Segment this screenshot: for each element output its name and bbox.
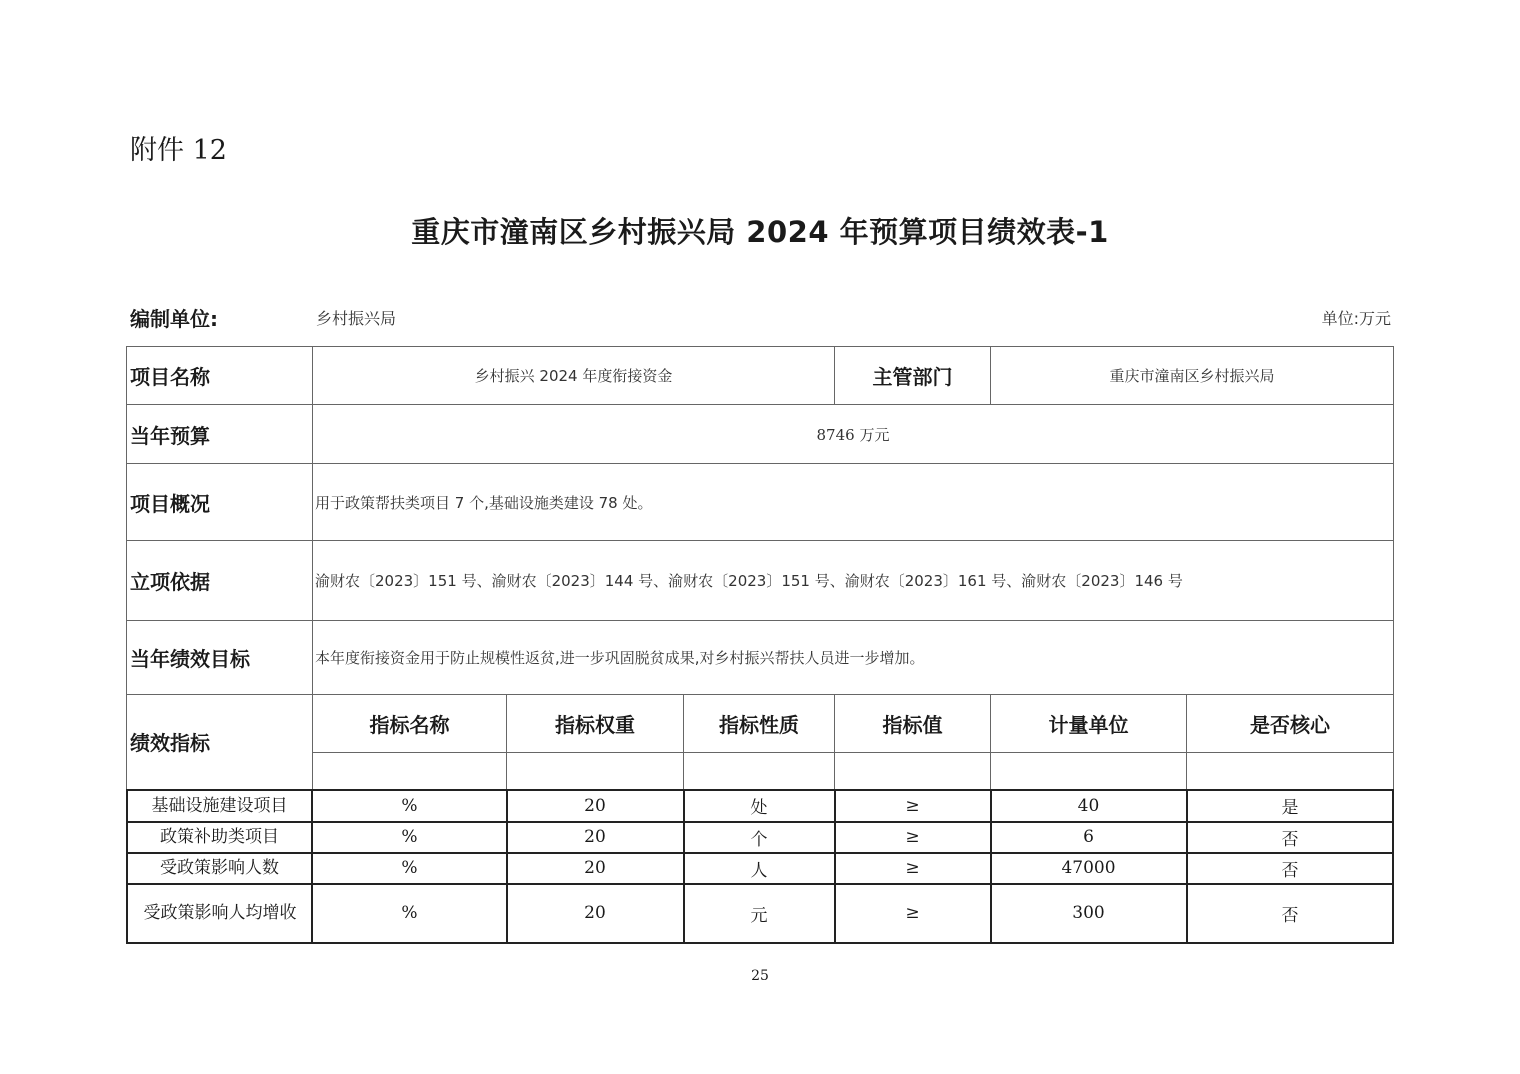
indicator-name: 受政策影响人均增收 (143, 903, 297, 923)
indicator-cell: % (401, 858, 418, 878)
indicator-cell: 6 (1083, 827, 1094, 847)
goal-value: 本年度衔接资金用于防止规模性返贫,进一步巩固脱贫成果,对乡村振兴帮扶人员进一步增加。 (315, 649, 925, 667)
org-value: 乡村振兴局 (316, 309, 397, 328)
grid-line (990, 694, 991, 790)
grid-line (834, 789, 836, 944)
attachment-label: 附件 12 (130, 135, 227, 166)
grid-line (126, 463, 1394, 464)
header-measure-unit: 计量单位 (1048, 713, 1129, 737)
page-number: 25 (751, 968, 769, 984)
header-indicator-nature: 指标性质 (719, 713, 799, 737)
indicator-cell: 20 (584, 903, 606, 923)
indicator-cell: 20 (584, 795, 606, 816)
indicator-cell: % (401, 903, 418, 923)
grid-line (126, 540, 1394, 541)
grid-line (126, 346, 1394, 347)
grid-line (126, 346, 127, 790)
budget-value: 8746 万元 (816, 425, 890, 444)
indicator-name: 政策补助类项目 (160, 827, 279, 847)
header-indicator-name: 指标名称 (369, 713, 450, 737)
org-label: 编制单位: (130, 307, 218, 331)
indicator-cell: 300 (1072, 903, 1105, 923)
header-indicator-weight: 指标权重 (555, 713, 635, 737)
indicator-cell: 元 (750, 905, 768, 926)
grid-line (126, 883, 1394, 885)
indicator-cell: ≥ (905, 903, 920, 923)
basis-value: 渝财农〔2023〕151 号、渝财农〔2023〕144 号、渝财农〔2023〕151 号、渝财农〔2023〕161 号、渝财农〔2023〕146 号 (315, 572, 1183, 590)
grid-line (1186, 694, 1187, 790)
grid-line (126, 404, 1394, 405)
indicator-cell: ≥ (905, 827, 920, 847)
grid-line (990, 346, 991, 405)
grid-line (126, 821, 1394, 823)
overview-value: 用于政策帮扶类项目 7 个,基础设施类建设 78 处。 (315, 493, 653, 512)
project-name-label: 项目名称 (130, 365, 210, 389)
indicator-name: 基础设施建设项目 (151, 795, 288, 816)
indicator-cell: 40 (1077, 795, 1100, 816)
indicator-cell: % (401, 795, 418, 816)
indicator-cell: 人 (750, 860, 768, 881)
indicator-cell: ≥ (905, 795, 920, 816)
grid-line (312, 752, 1394, 753)
indicators-label: 绩效指标 (130, 730, 210, 755)
overview-label: 项目概况 (130, 491, 210, 516)
dept-value: 重庆市潼南区乡村振兴局 (1109, 367, 1275, 385)
goal-label: 当年绩效目标 (130, 647, 250, 671)
grid-line (834, 346, 835, 405)
header-is-core: 是否核心 (1250, 713, 1330, 737)
grid-line (683, 694, 684, 790)
indicator-name: 受政策影响人数 (160, 858, 279, 878)
indicator-cell: 否 (1281, 905, 1299, 926)
document-title: 重庆市潼南区乡村振兴局 2024 年预算项目绩效表-1 (411, 215, 1109, 249)
project-name-value: 乡村振兴 2024 年度衔接资金 (474, 367, 673, 385)
indicator-cell: ≥ (905, 858, 920, 878)
grid-line (1393, 346, 1394, 790)
grid-line (1186, 789, 1188, 944)
grid-line (506, 694, 507, 790)
grid-line (126, 942, 1394, 944)
grid-line (312, 346, 313, 790)
grid-line (1392, 789, 1394, 944)
grid-line (126, 789, 1394, 791)
grid-line (506, 789, 508, 944)
grid-line (834, 694, 835, 790)
indicator-cell: 47000 (1061, 858, 1116, 878)
indicator-cell: % (401, 827, 418, 847)
indicator-cell: 否 (1281, 860, 1299, 881)
grid-line (126, 852, 1394, 854)
grid-line (126, 620, 1394, 621)
indicator-cell: 20 (584, 827, 606, 847)
dept-label: 主管部门 (872, 365, 953, 389)
grid-line (990, 789, 992, 944)
header-indicator-value: 指标值 (882, 713, 943, 737)
unit-label: 单位:万元 (1321, 309, 1391, 328)
grid-line (126, 694, 1394, 695)
grid-line (126, 789, 128, 944)
indicator-cell: 20 (584, 858, 606, 878)
budget-label: 当年预算 (130, 423, 210, 448)
indicator-cell: 是 (1281, 798, 1299, 818)
indicator-cell: 个 (750, 829, 768, 850)
grid-line (683, 789, 685, 944)
grid-line (311, 789, 313, 944)
indicator-cell: 处 (750, 798, 768, 818)
indicator-cell: 否 (1281, 829, 1299, 850)
basis-label: 立项依据 (130, 570, 210, 594)
